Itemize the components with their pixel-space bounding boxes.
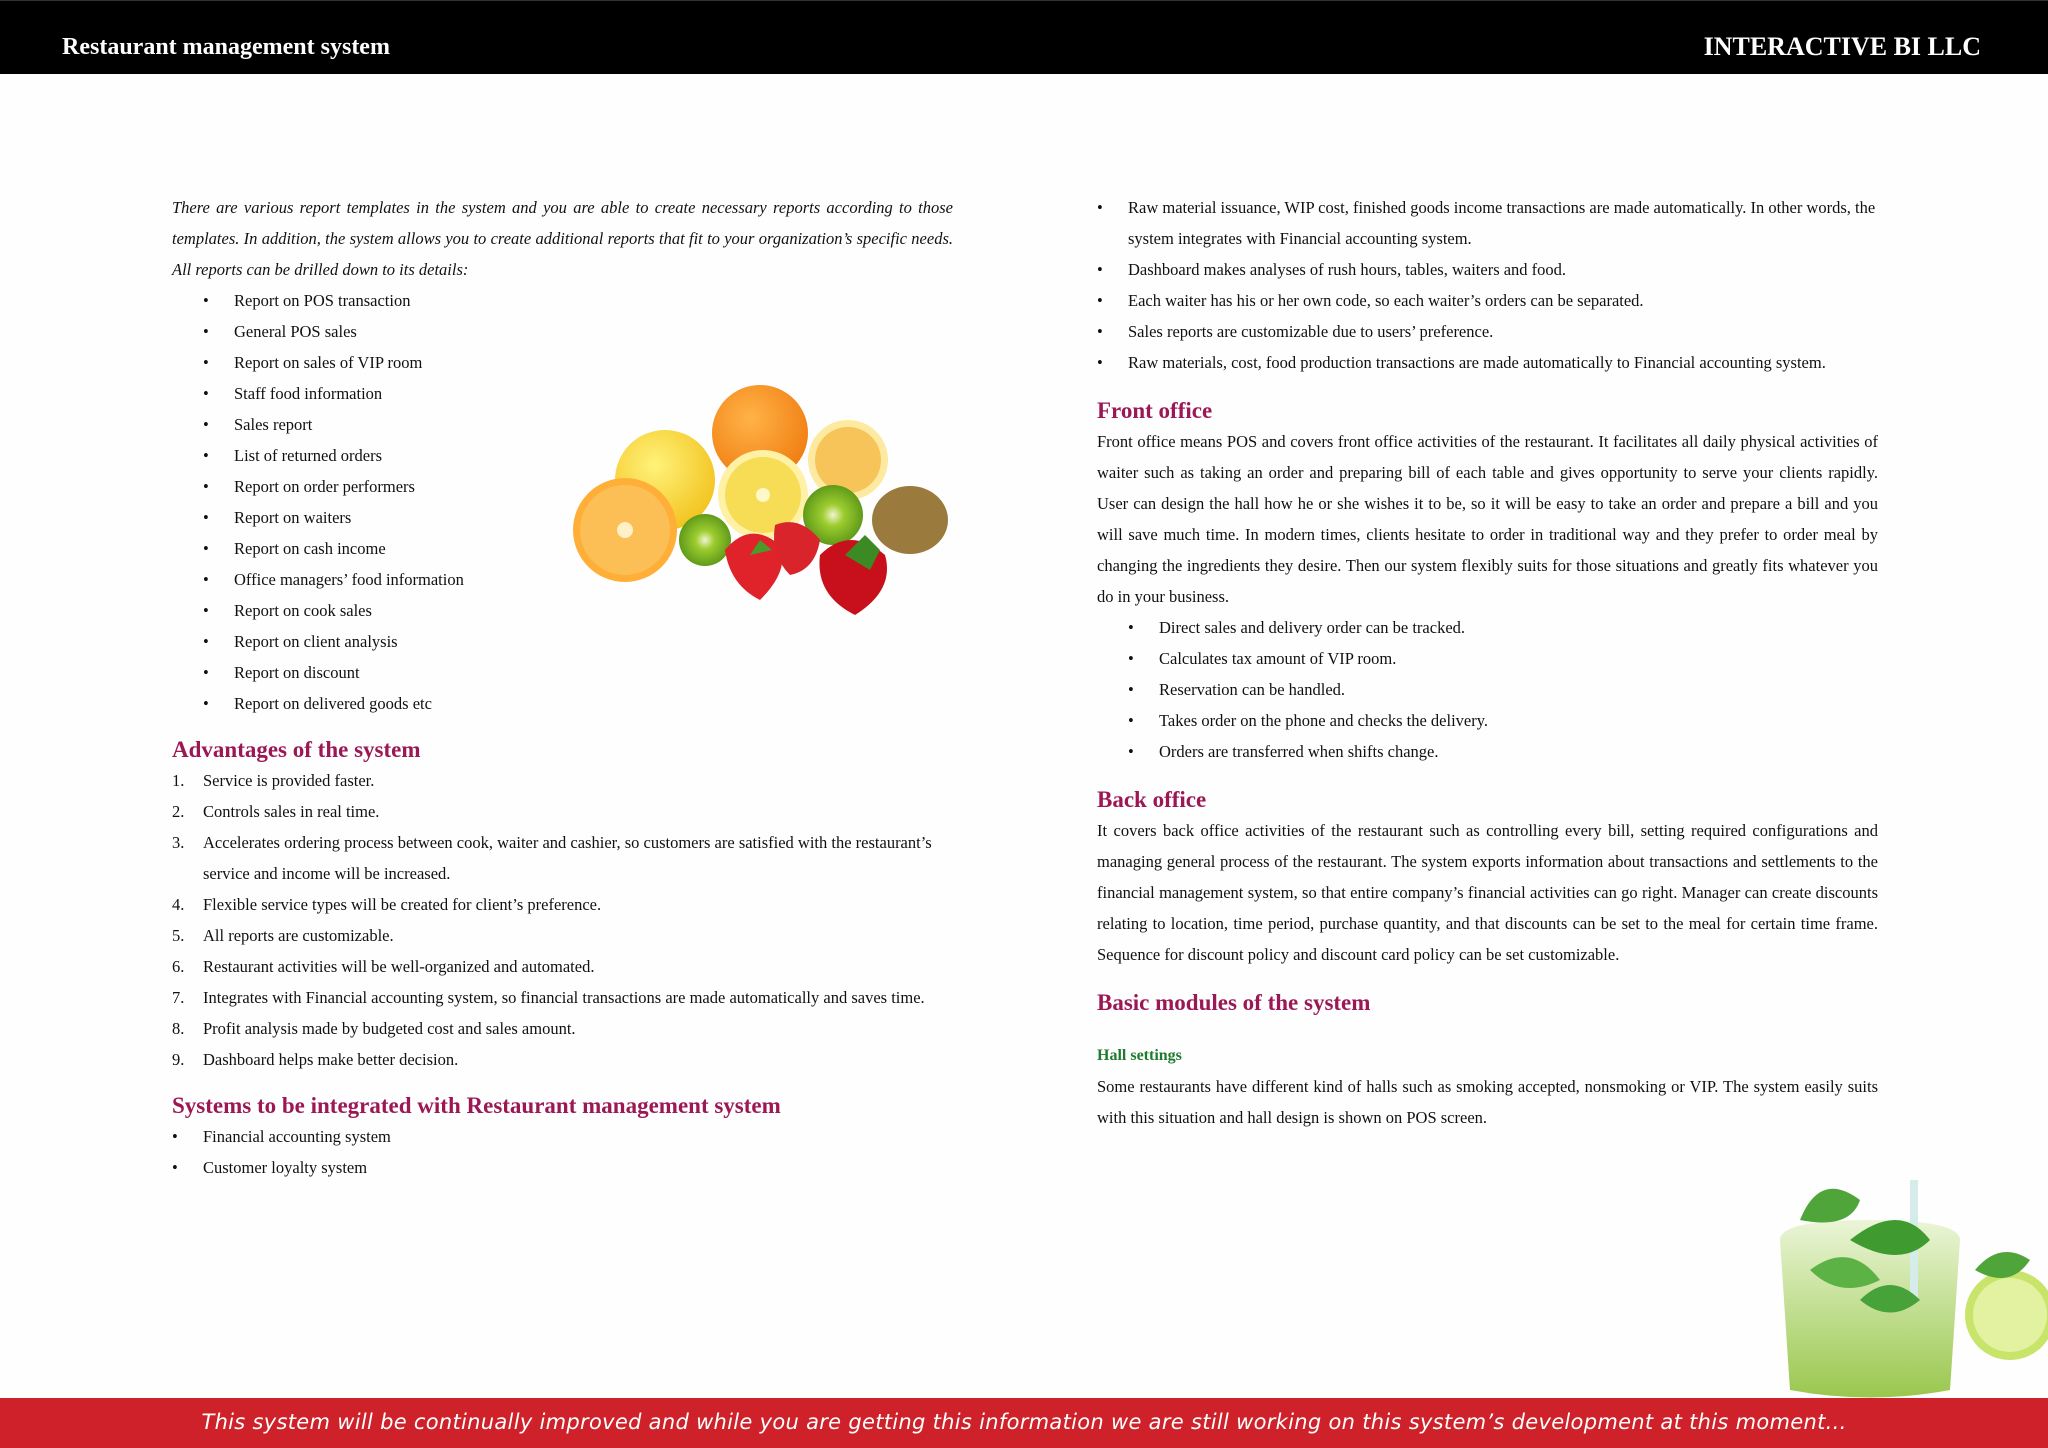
- list-item: [172, 920, 953, 951]
- left-column: [172, 192, 953, 1183]
- list-item: [172, 1044, 953, 1075]
- list-item: • Report on order performers: [234, 471, 953, 502]
- list-item: • Raw materials, cost, food production transactions are made automatically to Financial accounting system.: [1128, 347, 1878, 378]
- list-item: • Sales report: [234, 409, 953, 440]
- front-office-heading: Front office: [1097, 398, 1213, 423]
- list-item: • General POS sales: [234, 316, 953, 347]
- list-item: • Report on cook sales: [234, 595, 953, 626]
- item-number: 3.: [172, 833, 185, 852]
- integrated-systems-heading: Systems to be integrated with Restaurant management system: [172, 1093, 781, 1118]
- list-item: • Sales reports are customizable due to users’ preference.: [1128, 316, 1878, 347]
- list-item: [172, 951, 953, 982]
- list-item: • Each waiter has his or her own code, so each waiter’s orders can be separated.: [1128, 285, 1878, 316]
- item-number: 5.: [172, 926, 185, 945]
- item-text: Flexible service types will be created for client’s preference.: [203, 895, 602, 914]
- front-office-paragraph: Front office means POS and covers front office activities of the restaurant. It facilitates all daily physical activities of waiter such as taking an order and preparing bill of each table and gives opportunity to serve your clients rapidly. User can design the hall how he or she wishes it to be, so it will be easy to take an order and prepare a bill and you will save much time. In modern times, clients hesitate to order in traditional way and they prefer to order meal by changing the ingredients they desire. Then our system flexibly suits for those situations and greatly fits whatever you do in your business.: [1097, 432, 1878, 606]
- document-title: Restaurant management system: [62, 34, 390, 60]
- front-office-list: [1097, 612, 1878, 767]
- list-item: [172, 765, 953, 796]
- footer-message: This system will be continually improved and while you are getting this information we are still working on this system’s development at this moment...: [201, 1410, 1847, 1434]
- back-office-heading: Back office: [1097, 787, 1207, 812]
- item-number: 1.: [172, 771, 185, 790]
- list-item: • Staff food information: [234, 378, 953, 409]
- report-list: [172, 285, 953, 719]
- right-column: [1097, 192, 1878, 1133]
- item-number: 7.: [172, 988, 185, 1007]
- header-bar: [0, 0, 2048, 74]
- item-number: 2.: [172, 802, 185, 821]
- list-item: [172, 827, 953, 889]
- list-item: • Office managers’ food information: [234, 564, 953, 595]
- item-number: 9.: [172, 1050, 185, 1069]
- list-item: • Report on POS transaction: [234, 285, 953, 316]
- item-number: 6.: [172, 957, 185, 976]
- back-office-paragraph: It covers back office activities of the restaurant such as controlling every bill, setting required configurations and managing general process of the restaurant. The system exports information about transactions and settlements to the financial management system, so that entire company’s financial activities can go right. Manager can create discounts relating to location, time period, purchase quantity, and that discounts can be set to the meal for certain time frame. Sequence for discount policy and discount card policy can be set customizable.: [1097, 821, 1878, 964]
- list-item: • Direct sales and delivery order can be tracked.: [1159, 612, 1878, 643]
- item-text: Dashboard helps make better decision.: [203, 1050, 459, 1069]
- list-item: • Financial accounting system: [203, 1121, 953, 1152]
- list-item: • Takes order on the phone and checks the delivery.: [1159, 705, 1878, 736]
- list-item: • Orders are transferred when shifts change.: [1159, 736, 1878, 767]
- advantages-list: [172, 765, 953, 1075]
- list-item: • Report on client analysis: [234, 626, 953, 657]
- list-item: [172, 982, 953, 1013]
- list-item: • Report on discount: [234, 657, 953, 688]
- integrated-systems-list: [172, 1121, 953, 1183]
- item-text: Controls sales in real time.: [203, 802, 380, 821]
- item-text: Accelerates ordering process between cook, waiter and cashier, so customers are satisfied with the restaurant’s service and income will be increased.: [203, 833, 932, 883]
- item-number: 8.: [172, 1019, 185, 1038]
- list-item: • Report on delivered goods etc: [234, 688, 953, 719]
- list-item: [172, 889, 953, 920]
- intro-paragraph: There are various report templates in the system and you are able to create necessary reports according to those templates. In addition, the system allows you to create additional reports that fit to your organization’s specific needs. All reports can be drilled down to its details:: [172, 198, 953, 279]
- list-item: • Customer loyalty system: [203, 1152, 953, 1183]
- list-item: • Report on sales of VIP room: [234, 347, 953, 378]
- feature-list: [1097, 192, 1878, 378]
- item-number: 4.: [172, 895, 185, 914]
- hall-settings-heading: Hall settings: [1097, 1047, 1182, 1064]
- list-item: [172, 1013, 953, 1044]
- item-text: All reports are customizable.: [203, 926, 394, 945]
- list-item: • List of returned orders: [234, 440, 953, 471]
- list-item: • Report on waiters: [234, 502, 953, 533]
- basic-modules-heading: Basic modules of the system: [1097, 990, 1371, 1015]
- item-text: Integrates with Financial accounting system, so financial transactions are made automatically and saves time.: [203, 988, 925, 1007]
- list-item: • Calculates tax amount of VIP room.: [1159, 643, 1878, 674]
- item-text: Profit analysis made by budgeted cost and sales amount.: [203, 1019, 576, 1038]
- list-item: • Dashboard makes analyses of rush hours, tables, waiters and food.: [1128, 254, 1878, 285]
- list-item: [172, 796, 953, 827]
- company-name: INTERACTIVE BI LLC: [1703, 32, 1981, 61]
- item-text: Service is provided faster.: [203, 771, 375, 790]
- footer-bar: [0, 1398, 2048, 1448]
- item-text: Restaurant activities will be well-organized and automated.: [203, 957, 595, 976]
- list-item: • Reservation can be handled.: [1159, 674, 1878, 705]
- list-item: • Raw material issuance, WIP cost, finished goods income transactions are made automatically. In other words, the system integrates with Financial accounting system.: [1128, 192, 1878, 254]
- list-item: • Report on cash income: [234, 533, 953, 564]
- hall-settings-paragraph: Some restaurants have different kind of halls such as smoking accepted, nonsmoking or VIP. The system easily suits with this situation and hall design is shown on POS screen.: [1097, 1077, 1878, 1127]
- advantages-heading: Advantages of the system: [172, 737, 421, 762]
- drink-image: [1760, 1180, 2048, 1400]
